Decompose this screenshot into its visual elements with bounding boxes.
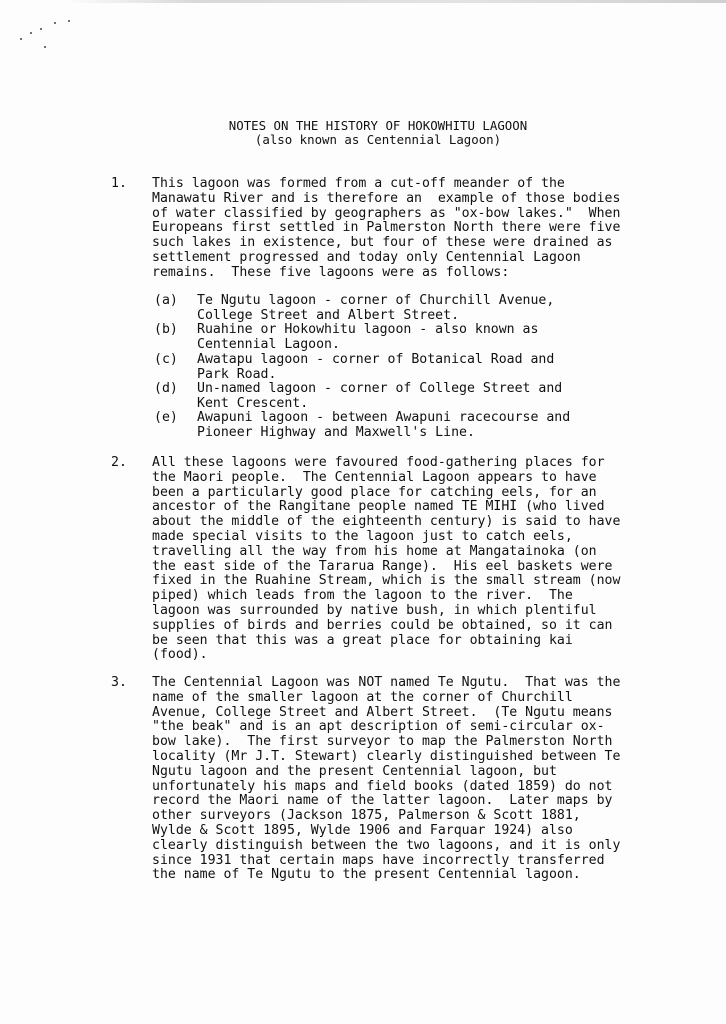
list-item-label: (d): [154, 381, 178, 396]
list-item-text: Ruahine or Hokowhitu lagoon - also known as: [197, 322, 539, 337]
paragraph-number: 1.: [111, 176, 127, 191]
text-line: clearly distinguish between the two lagoons, and it is only: [152, 837, 621, 853]
text-line: bow lake). The first surveyor to map the Palmerston North: [152, 734, 613, 750]
title-line-1: NOTES ON THE HISTORY OF HOKOWHITU LAGOON: [228, 118, 528, 133]
list-item-label: (e): [154, 410, 178, 425]
text-line: other surveyors (Jackson 1875, Palmerson & Scott 1881,: [152, 808, 581, 824]
text-line: since 1931 that certain maps have incorrectly transferred: [152, 852, 605, 868]
list-item-label: (a): [154, 293, 178, 308]
text-line: remains. These five lagoons were as follows:: [152, 264, 510, 280]
text-line: All these lagoons were favoured food-gathering places for: [152, 455, 605, 470]
text-line: "the beak" and is an apt description of semi-circular ox-: [152, 719, 605, 735]
scan-specks: [18, 18, 78, 58]
list-item-text: Pioneer Highway and Maxwell's Line.: [197, 424, 475, 440]
text-line: The Centennial Lagoon was NOT named Te Ngutu. That was the: [152, 675, 621, 690]
text-line: the name of Te Ngutu to the present Centennial lagoon.: [152, 867, 581, 883]
list-item-text: Awatapu lagoon - corner of Botanical Road and: [197, 352, 555, 367]
list-item-text: Un-named lagoon - corner of College Street and: [197, 381, 563, 396]
list-item-text: Park Road.: [197, 366, 277, 382]
list-item-text: Kent Crescent.: [197, 395, 309, 411]
list-item-text: College Street and Albert Street.: [197, 307, 460, 323]
text-line: name of the smaller lagoon at the corner of Churchill: [152, 689, 573, 705]
text-line: of water classified by geographers as "ox-bow lakes." When: [152, 205, 621, 221]
paragraph-number: 2.: [111, 455, 127, 470]
text-line: the east side of the Tararua Range). His eel baskets were: [152, 558, 613, 574]
text-line: Ngutu lagoon and the present Centennial lagoon, but: [152, 763, 557, 779]
list-item-text: Awapuni lagoon - between Awapuni racecourse and: [197, 410, 571, 425]
list-item-label: (c): [154, 352, 178, 367]
text-line: been a particularly good place for catching eels, for an: [152, 484, 597, 500]
text-line: locality (Mr J.T. Stewart) clearly distinguished between Te: [152, 748, 621, 764]
list-item-text: Te Ngutu lagoon - corner of Churchill Avenue,: [197, 293, 555, 308]
scan-edge-artifact: [60, 0, 726, 3]
document-title: [0, 119, 726, 147]
text-line: record the Maori name of the latter lagoon. Later maps by: [152, 793, 613, 809]
text-line: made special visits to the lagoon just to catch eels,: [152, 528, 573, 544]
text-line: settlement progressed and today only Centennial Lagoon: [152, 249, 581, 265]
text-line: Europeans first settled in Palmerston North there were five: [152, 220, 621, 236]
paragraph-body: [152, 177, 692, 281]
text-line: be seen that this was a great place for obtaining kai: [152, 632, 573, 648]
text-line: supplies of birds and berries could be obtained, so it can: [152, 617, 613, 633]
text-line: Avenue, College Street and Albert Street. (Te Ngutu means: [152, 704, 613, 720]
text-line: Manawatu River and is therefore an example of those bodies: [152, 190, 621, 206]
paragraph-number: 3.: [111, 675, 127, 690]
text-line: the Maori people. The Centennial Lagoon appears to have: [152, 469, 597, 485]
title-line-2: (also known as Centennial Lagoon): [254, 132, 502, 147]
text-line: lagoon was surrounded by native bush, in which plentiful: [152, 602, 597, 618]
text-line: This lagoon was formed from a cut-off meander of the: [152, 176, 565, 191]
text-line: Wylde & Scott 1895, Wylde 1906 and Farquar 1924) also: [152, 822, 573, 838]
text-line: fixed in the Ruahine Stream, which is the small stream (now: [152, 573, 621, 589]
paragraph-body: [152, 456, 692, 663]
text-line: about the middle of the eighteenth century) is said to have: [152, 514, 621, 530]
text-line: piped) which leads from the lagoon to the river. The: [152, 588, 573, 604]
text-line: travelling all the way from his home at Mangatainoka (on: [152, 543, 597, 559]
list-item-text: Centennial Lagoon.: [197, 336, 340, 352]
text-line: (food).: [152, 647, 208, 663]
text-line: such lakes in existence, but four of these were drained as: [152, 235, 613, 251]
list-item-label: (b): [154, 322, 178, 337]
text-line: unfortunately his maps and field books (dated 1859) do not: [152, 778, 613, 794]
text-line: ancestor of the Rangitane people named TE MIHI (who lived: [152, 499, 605, 515]
paragraph-body: [152, 676, 692, 883]
